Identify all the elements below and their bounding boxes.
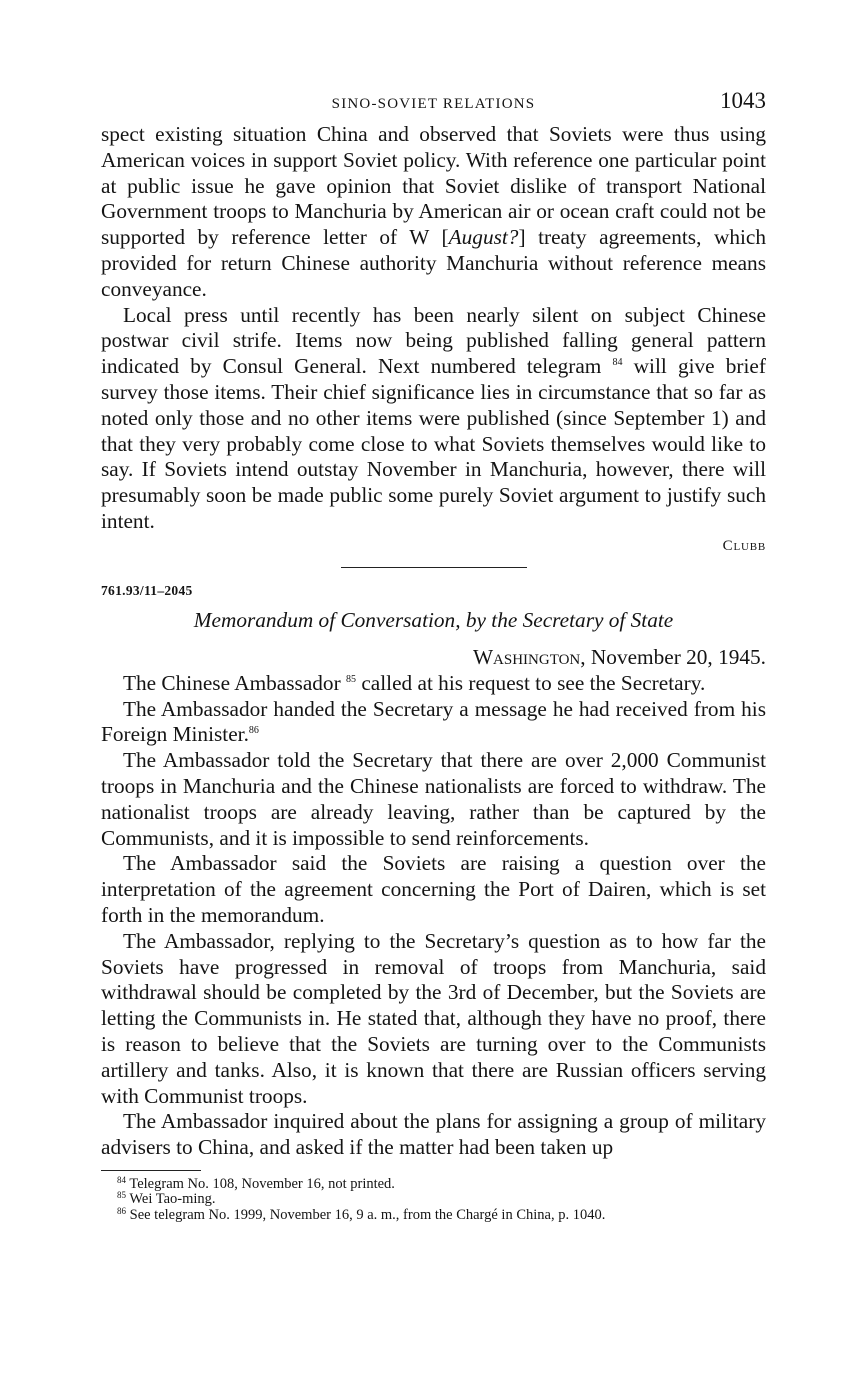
page-number: 1043 xyxy=(720,88,766,113)
footnote-ref[interactable]: 84 xyxy=(612,357,623,369)
footnote-ref[interactable]: 85 xyxy=(346,673,356,685)
running-head: SINO-SOVIET RELATIONS xyxy=(331,96,536,112)
paragraph-text: will give brief survey those items. Their chief significance lies in circumstance that so far as noted only those and no other items were published (since September 1) and that they very probably come close to what Soviets themselves would like to say. If Soviets intend outstay November in Manchuria, however, there will presumably soon be made public some purely Soviet argument to justify such intent. xyxy=(101,354,766,533)
paragraph-withdrawal: The Ambassador, replying to the Secretary’s question as to how far the Soviets have progressed in removal of troops from Manchuria, said withdrawal should be completed by the 3rd of December, but the Soviets are letting the Communists in. He stated that, although they have no proof, there is reason to believe that the Soviets are turning over to the Communists artillery and tanks. Also, it is known that there are Russian officers serving with Communist troops. xyxy=(101,928,766,1108)
paragraph-continued xyxy=(101,122,766,303)
document-page xyxy=(101,88,766,1223)
paragraph-text: ] treaty agreements, which provided for return Chinese authority Manchuria without reference means conveyance. xyxy=(101,225,766,301)
dateline-place: Washington xyxy=(472,644,581,669)
italic-insertion: August? xyxy=(448,225,519,250)
footnote-marker: 85 xyxy=(117,1190,126,1201)
footnote-85 xyxy=(101,1192,766,1208)
paragraph-text: called at his request to see the Secretary. xyxy=(356,670,706,695)
dateline-date: , November 20, 1945. xyxy=(580,644,766,669)
page-header xyxy=(101,88,766,122)
footnote-86 xyxy=(101,1205,766,1224)
section-divider xyxy=(341,567,527,568)
footnote-text: Wei Tao-ming. xyxy=(129,1191,216,1208)
footnote-marker: 84 xyxy=(117,1174,126,1185)
paragraph-troops: The Ambassador told the Secretary that there are over 2,000 Communist troops in Manchuria and the Chinese nationalists are forced to withdraw. The nationalist troops are already leaving, rather than be captured by the Communists, and it is impossible to send reinforcements. xyxy=(101,748,766,850)
document-title: Memorandum of Conversation, by the Secretary of State xyxy=(193,607,674,632)
paragraph-text: The Chinese Ambassador xyxy=(123,670,341,695)
footnote-text: See telegram No. 1999, November 16, 9 a. m., from the Chargé in China, p. 1040. xyxy=(129,1206,606,1223)
signature: Clubb xyxy=(722,537,766,554)
file-number: 761.93/11–2045 xyxy=(101,582,193,598)
footnote-divider xyxy=(101,1170,201,1171)
paragraph-message xyxy=(101,697,766,749)
paragraph-text: The Ambassador handed the Secretary a message he had received from his Foreign Minister. xyxy=(101,696,766,747)
dateline xyxy=(101,643,766,671)
paragraph-military-advisers: The Ambassador inquired about the plans for assigning a group of military advisers to China, and asked if the matter had been taken up xyxy=(101,1109,766,1160)
footnote-ref[interactable]: 86 xyxy=(248,725,259,737)
footnote-text: Telegram No. 108, November 16, not printed. xyxy=(129,1175,395,1192)
paragraph-text: Local press until recently has been nearly silent on subject Chinese postwar civil strife. Items now being published falling general pattern indicated by Consul General. Next numbered telegram xyxy=(101,302,766,379)
footnote-marker: 86 xyxy=(117,1205,126,1216)
paragraph-text: spect existing situation China and observed that Soviets were thus using American voices in support Soviet policy. With reference one particular point at public issue he gave opinion that Soviet dislike of transport National Government troops to Manchuria by American air or ocean craft could not be supported by reference letter of W [ xyxy=(101,122,766,250)
paragraph-ambassador-called xyxy=(101,671,766,697)
footnotes xyxy=(101,1174,766,1224)
paragraph-local-press xyxy=(101,303,766,535)
paragraph-dairen: The Ambassador said the Soviets are raising a question over the interpretation of the agreement concerning the Port of Dairen, which is set forth in the memorandum. xyxy=(101,851,766,927)
